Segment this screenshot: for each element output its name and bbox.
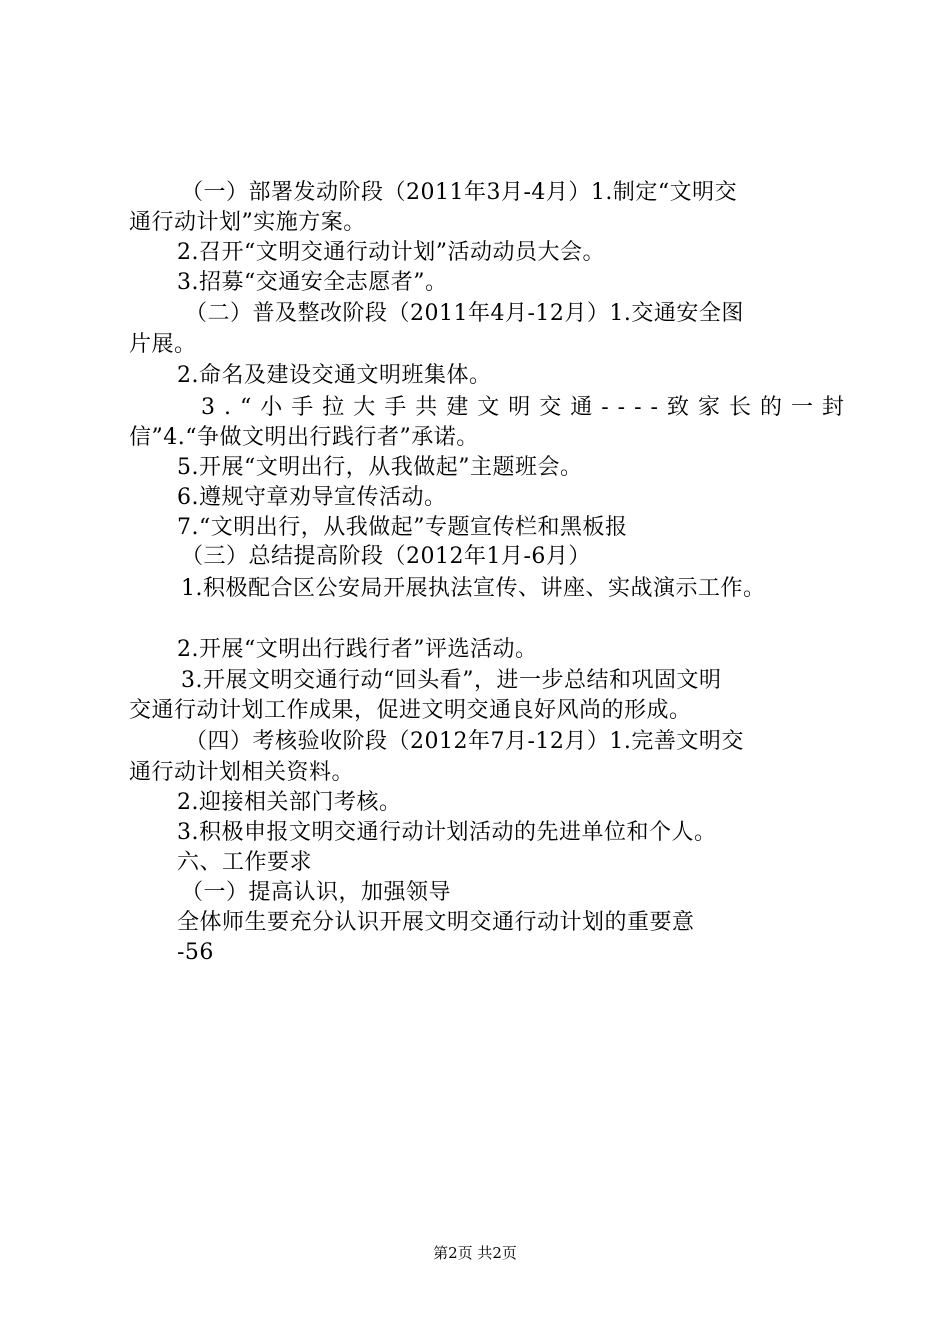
- text-line: 3.“小手拉大手共建文明交通----致家长的一封: [201, 395, 853, 420]
- text-line: 3.积极申报文明交通行动计划活动的先进单位和个人。: [177, 820, 717, 845]
- text-line: 信”4.“争做文明出行践行者”承诺。: [129, 425, 479, 450]
- text-line: 5.开展“文明出行，从我做起”主题班会。: [177, 455, 583, 480]
- text-line: 通行动计划”实施方案。: [129, 210, 366, 235]
- text-line: （一）部署发动阶段（2011年3月-4月）1.制定“文明交: [181, 180, 738, 205]
- text-line: 2.开展“文明出行践行者”评选活动。: [177, 637, 538, 662]
- text-line: 3.招募“交通安全志愿者”。: [177, 270, 448, 295]
- section-heading: 六、工作要求: [177, 850, 313, 875]
- text-line: 7.“文明出行，从我做起”专题宣传栏和黑板报: [177, 515, 628, 540]
- subsection-heading: （一）提高认识，加强领导: [181, 880, 452, 905]
- text-line: （二）普及整改阶段（2011年4月-12月）1.交通安全图: [185, 301, 744, 326]
- text-line: 通行动计划相关资料。: [129, 760, 355, 785]
- inline-page-number: -56: [177, 940, 214, 965]
- text-line: 全体师生要充分认识开展文明交通行动计划的重要意: [177, 910, 695, 935]
- text-line: （三）总结提高阶段（2012年1月-6月）: [181, 544, 591, 569]
- text-line: 2.迎接相关部门考核。: [177, 790, 402, 815]
- text-line: 片展。: [129, 332, 197, 357]
- text-line: 1.积极配合区公安局开展执法宣传、讲座、实战演示工作。: [181, 576, 766, 601]
- text-line: （四）考核验收阶段（2012年7月-12月）1.完善文明交: [185, 729, 744, 754]
- page-footer: 第2页 共2页: [433, 1244, 517, 1262]
- text-line: 6.遵规守章劝导宣传活动。: [177, 485, 447, 510]
- text-line: 3.开展文明交通行动“回头看”，进一步总结和巩固文明: [181, 668, 722, 693]
- text-line: 交通行动计划工作成果，促进文明交通良好风尚的形成。: [129, 698, 692, 723]
- text-line: 2.命名及建设交通文明班集体。: [177, 363, 492, 388]
- text-line: 2.召开“文明交通行动计划”活动动员大会。: [177, 240, 605, 265]
